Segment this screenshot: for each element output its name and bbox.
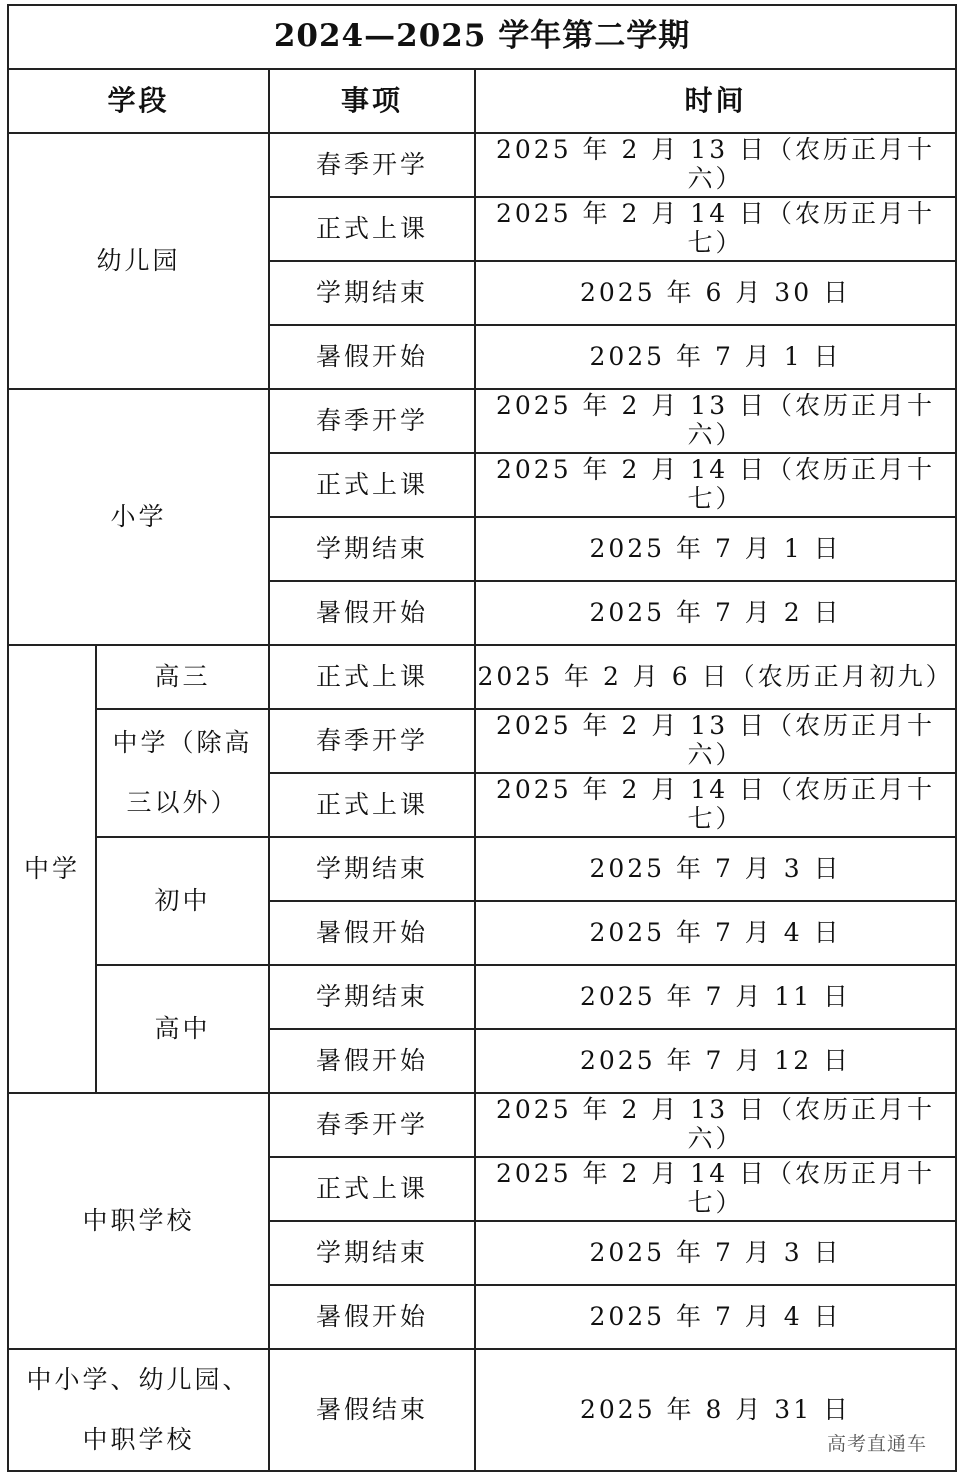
substage-senior3: 高三 bbox=[96, 645, 269, 709]
header-time: 时间 bbox=[475, 69, 956, 133]
item-cell: 正式上课 bbox=[269, 645, 475, 709]
table-row bbox=[8, 965, 956, 1029]
table-row bbox=[8, 389, 956, 453]
substage-label-line2: 三以外） bbox=[126, 788, 239, 817]
time-cell: 2025 年 2 月 14 日（农历正月十七） bbox=[475, 773, 956, 837]
substage-junior: 初中 bbox=[96, 837, 269, 965]
header-item: 事项 bbox=[269, 69, 475, 133]
header-row bbox=[8, 69, 956, 133]
substage-except-senior3 bbox=[96, 709, 269, 837]
table-row bbox=[8, 1349, 956, 1471]
item-cell: 春季开学 bbox=[269, 389, 475, 453]
time-cell: 2025 年 8 月 31 日 bbox=[475, 1349, 956, 1471]
time-cell: 2025 年 2 月 14 日（农历正月十七） bbox=[475, 1157, 956, 1221]
item-cell: 春季开学 bbox=[269, 709, 475, 773]
substage-label-line1: 中学（除高 bbox=[112, 728, 253, 757]
item-cell: 学期结束 bbox=[269, 517, 475, 581]
watermark-text: 高考直通车 bbox=[827, 1433, 928, 1455]
table-row bbox=[8, 837, 956, 901]
time-cell: 2025 年 7 月 4 日 bbox=[475, 1285, 956, 1349]
table-row bbox=[8, 133, 956, 197]
school-calendar-table bbox=[7, 4, 957, 1472]
time-cell: 2025 年 7 月 11 日 bbox=[475, 965, 956, 1029]
item-cell: 学期结束 bbox=[269, 261, 475, 325]
header-stage: 学段 bbox=[8, 69, 269, 133]
item-cell: 暑假开始 bbox=[269, 1285, 475, 1349]
item-cell: 学期结束 bbox=[269, 965, 475, 1029]
table-row bbox=[8, 709, 956, 773]
item-cell: 春季开学 bbox=[269, 1093, 475, 1157]
item-cell: 暑假结束 bbox=[269, 1349, 475, 1471]
time-cell: 2025 年 7 月 2 日 bbox=[475, 581, 956, 645]
item-cell: 暑假开始 bbox=[269, 325, 475, 389]
table-row bbox=[8, 645, 956, 709]
stage-kindergarten: 幼儿园 bbox=[8, 133, 269, 389]
time-cell: 2025 年 2 月 13 日（农历正月十六） bbox=[475, 133, 956, 197]
item-cell: 暑假开始 bbox=[269, 581, 475, 645]
time-cell: 2025 年 7 月 12 日 bbox=[475, 1029, 956, 1093]
item-cell: 学期结束 bbox=[269, 837, 475, 901]
time-cell: 2025 年 7 月 4 日 bbox=[475, 901, 956, 965]
item-cell: 春季开学 bbox=[269, 133, 475, 197]
time-cell: 2025 年 2 月 13 日（农历正月十六） bbox=[475, 1093, 956, 1157]
table-title: 2024—2025 学年第二学期 bbox=[8, 5, 956, 69]
stage-vocational: 中职学校 bbox=[8, 1093, 269, 1349]
item-cell: 暑假开始 bbox=[269, 1029, 475, 1093]
time-cell: 2025 年 6 月 30 日 bbox=[475, 261, 956, 325]
time-cell: 2025 年 7 月 3 日 bbox=[475, 837, 956, 901]
item-cell: 正式上课 bbox=[269, 773, 475, 837]
time-cell: 2025 年 2 月 14 日（农历正月十七） bbox=[475, 197, 956, 261]
time-cell: 2025 年 2 月 6 日（农历正月初九） bbox=[475, 645, 956, 709]
item-cell: 正式上课 bbox=[269, 453, 475, 517]
substage-senior: 高中 bbox=[96, 965, 269, 1093]
stage-secondary: 中学 bbox=[8, 645, 96, 1093]
item-cell: 正式上课 bbox=[269, 197, 475, 261]
time-cell: 2025 年 2 月 13 日（农历正月十六） bbox=[475, 709, 956, 773]
item-cell: 正式上课 bbox=[269, 1157, 475, 1221]
item-cell: 暑假开始 bbox=[269, 901, 475, 965]
stage-primary: 小学 bbox=[8, 389, 269, 645]
stage-all-line1: 中小学、幼儿园、 bbox=[26, 1365, 251, 1394]
stage-all bbox=[8, 1349, 269, 1471]
stage-all-line2: 中职学校 bbox=[82, 1425, 195, 1454]
item-cell: 学期结束 bbox=[269, 1221, 475, 1285]
table-row bbox=[8, 1093, 956, 1157]
time-cell: 2025 年 7 月 1 日 bbox=[475, 517, 956, 581]
time-cell: 2025 年 7 月 3 日 bbox=[475, 1221, 956, 1285]
time-cell: 2025 年 2 月 13 日（农历正月十六） bbox=[475, 389, 956, 453]
title-row bbox=[8, 5, 956, 69]
time-cell: 2025 年 7 月 1 日 bbox=[475, 325, 956, 389]
time-cell: 2025 年 2 月 14 日（农历正月十七） bbox=[475, 453, 956, 517]
